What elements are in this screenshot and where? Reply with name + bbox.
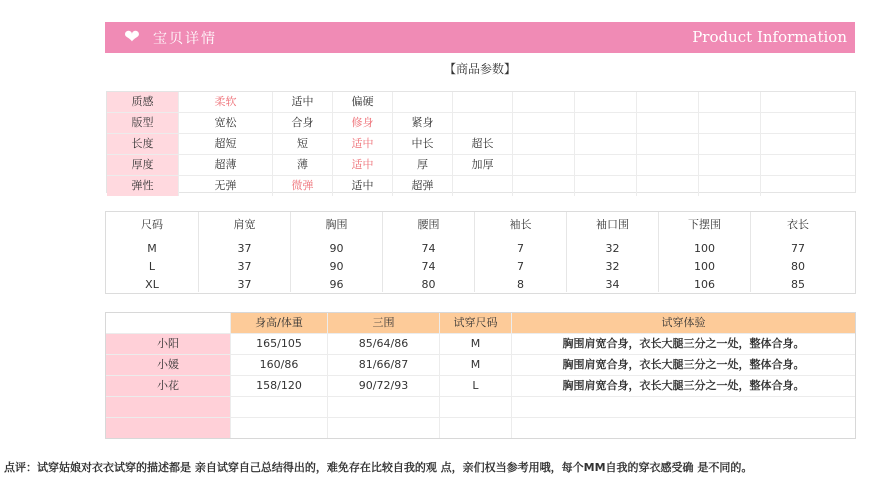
empty-cell [575, 155, 637, 175]
attribute-label: 厚度 [107, 155, 179, 175]
attribute-option: 适中 [333, 176, 393, 196]
fit-cell: 165/105 [231, 334, 328, 354]
fit-cell: M [440, 355, 512, 375]
attribute-option: 无弹 [179, 176, 273, 196]
size-row [106, 274, 855, 292]
fit-cell: 90/72/93 [328, 376, 440, 396]
empty-cell [575, 176, 637, 196]
fit-header-blank [106, 313, 231, 333]
size-cell: L [106, 256, 199, 274]
size-cell: 77 [791, 242, 805, 255]
empty-cell [513, 155, 575, 175]
empty-cell [575, 113, 637, 133]
product-info-header [105, 22, 855, 53]
fit-cell [440, 397, 512, 417]
attribute-row [107, 176, 855, 196]
empty-cell [761, 134, 855, 154]
empty-cell [699, 92, 761, 112]
empty-cell [575, 92, 637, 112]
attribute-option: 合身 [273, 113, 333, 133]
fit-cell: L [440, 376, 512, 396]
model-name: 小花 [106, 376, 231, 396]
attribute-option: 适中 [333, 155, 393, 175]
size-header-row [106, 212, 855, 238]
fit-header-row [106, 313, 855, 334]
empty-cell [453, 92, 513, 112]
empty-cell [699, 134, 761, 154]
attribute-option: 适中 [333, 134, 393, 154]
empty-cell [699, 176, 761, 196]
review-note: 点评：试穿姑娘对衣衣试穿的描述都是 亲自试穿自己总结得出的，难免存在比较自我的观 点，亲们权当参考用哦，每个MM自我的穿衣感受确 是不同的。 [4, 461, 753, 474]
fit-experience: 胸围肩宽合身，衣长大腿三分之一处，整体合身。 [562, 337, 805, 350]
empty-cell [513, 92, 575, 112]
fit-cell [328, 418, 440, 438]
attribute-row [107, 92, 855, 113]
empty-cell [637, 176, 699, 196]
attribute-option: 厚 [393, 155, 453, 175]
size-cell: 7 [475, 238, 567, 256]
size-header-cell: 肩宽 [199, 212, 291, 238]
attribute-option: 加厚 [453, 155, 513, 175]
empty-cell [453, 176, 513, 196]
size-header-cell: 尺码 [106, 212, 199, 238]
empty-cell [513, 176, 575, 196]
size-cell: 85 [791, 278, 805, 291]
section-title: 【商品参数】 [443, 62, 516, 76]
fit-cell: M [440, 334, 512, 354]
empty-cell [699, 113, 761, 133]
model-name: 小阳 [106, 334, 231, 354]
attribute-option: 适中 [273, 92, 333, 112]
attribute-option: 偏硬 [333, 92, 393, 112]
attribute-option: 柔软 [179, 92, 273, 112]
size-cell: XL [106, 274, 199, 292]
size-row [106, 238, 855, 256]
attribute-option: 宽松 [179, 113, 273, 133]
empty-cell [761, 176, 855, 196]
model-name [106, 397, 231, 417]
empty-cell [513, 134, 575, 154]
attribute-option: 中长 [393, 134, 453, 154]
empty-cell [453, 113, 513, 133]
fit-row [106, 418, 855, 438]
empty-cell [637, 113, 699, 133]
attribute-row [107, 113, 855, 134]
fit-row [106, 334, 855, 355]
fit-cell: 158/120 [231, 376, 328, 396]
attribute-option: 短 [273, 134, 333, 154]
attribute-option: 超薄 [179, 155, 273, 175]
attribute-option: 薄 [273, 155, 333, 175]
fit-experience [512, 418, 855, 438]
size-cell: 74 [383, 238, 475, 256]
attributes-table [106, 91, 856, 193]
attribute-row [107, 155, 855, 176]
fit-table [105, 312, 856, 439]
header-title-en: Product Information [692, 28, 847, 46]
size-header-cell: 袖口围 [567, 212, 659, 238]
fit-row [106, 397, 855, 418]
attribute-option: 超弹 [393, 176, 453, 196]
fit-cell [328, 397, 440, 417]
fit-cell [231, 418, 328, 438]
fit-row [106, 376, 855, 397]
fit-header-cell: 身高/体重 [231, 313, 328, 333]
empty-cell [761, 113, 855, 133]
empty-cell [513, 113, 575, 133]
fit-experience: 胸围肩宽合身，衣长大腿三分之一处，整体合身。 [562, 379, 805, 392]
empty-cell [637, 155, 699, 175]
attribute-row [107, 134, 855, 155]
fit-header-cell: 试穿尺码 [440, 313, 512, 333]
model-name [106, 418, 231, 438]
attribute-option: 修身 [333, 113, 393, 133]
size-cell: 90 [291, 256, 383, 274]
size-row [106, 256, 855, 274]
fit-header-cell: 三围 [328, 313, 440, 333]
attribute-option: 紧身 [393, 113, 453, 133]
size-table [105, 211, 856, 294]
size-cell: M [106, 238, 199, 256]
fit-experience [512, 397, 855, 417]
size-cell: 32 [567, 238, 659, 256]
attribute-option: 超短 [179, 134, 273, 154]
size-cell: 80 [383, 274, 475, 292]
size-cell: 34 [567, 274, 659, 292]
attribute-label: 质感 [107, 92, 179, 112]
size-cell: 96 [291, 274, 383, 292]
fit-cell: 85/64/86 [328, 334, 440, 354]
heart-icon: ❤ [124, 26, 140, 48]
size-cell: 80 [791, 260, 805, 273]
fit-cell [231, 397, 328, 417]
size-cell: 7 [475, 256, 567, 274]
attribute-option: 微弹 [273, 176, 333, 196]
size-cell: 74 [383, 256, 475, 274]
size-cell: 90 [291, 238, 383, 256]
size-cell: 37 [199, 274, 291, 292]
size-header-cell: 衣长 [787, 218, 809, 231]
size-cell: 37 [199, 238, 291, 256]
fit-cell: 160/86 [231, 355, 328, 375]
size-cell: 100 [659, 256, 751, 274]
size-header-cell: 腰围 [383, 212, 475, 238]
empty-cell [637, 92, 699, 112]
fit-cell [440, 418, 512, 438]
attribute-label: 版型 [107, 113, 179, 133]
attribute-option: 超长 [453, 134, 513, 154]
fit-cell: 81/66/87 [328, 355, 440, 375]
size-header-cell: 袖长 [475, 212, 567, 238]
empty-cell [761, 92, 855, 112]
size-header-cell: 胸围 [291, 212, 383, 238]
attribute-label: 弹性 [107, 176, 179, 196]
size-cell: 106 [659, 274, 751, 292]
size-cell: 100 [659, 238, 751, 256]
empty-cell [575, 134, 637, 154]
size-cell: 32 [567, 256, 659, 274]
size-cell: 8 [475, 274, 567, 292]
header-title-cn: 宝贝详情 [153, 31, 217, 47]
size-cell: 37 [199, 256, 291, 274]
fit-experience: 胸围肩宽合身，衣长大腿三分之一处，整体合身。 [562, 358, 805, 371]
empty-cell [637, 134, 699, 154]
empty-cell [761, 155, 855, 175]
fit-header-cell: 试穿体验 [512, 313, 855, 333]
empty-cell [393, 92, 453, 112]
fit-row [106, 355, 855, 376]
size-header-cell: 下摆围 [659, 212, 751, 238]
attribute-label: 长度 [107, 134, 179, 154]
empty-cell [699, 155, 761, 175]
model-name: 小媛 [106, 355, 231, 375]
